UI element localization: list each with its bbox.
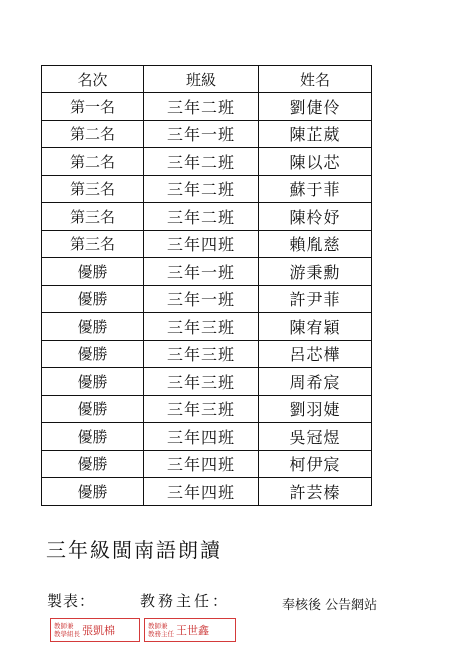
class-cell: 三年二班 xyxy=(144,148,259,176)
header-class: 班級 xyxy=(144,66,259,93)
stamp-role-line: 教學組長 xyxy=(54,630,80,638)
class-cell: 三年二班 xyxy=(144,175,259,203)
rank-cell: 第三名 xyxy=(42,175,144,203)
rank-cell: 優勝 xyxy=(42,258,144,286)
table-row xyxy=(42,258,372,286)
stamp-role-line: 教務主任 xyxy=(148,630,174,638)
rank-cell: 第一名 xyxy=(42,93,144,121)
table-row xyxy=(42,395,372,423)
stamp-name: 王世鑫 xyxy=(176,624,209,637)
student-name-cell: 劉羽婕 xyxy=(259,395,372,423)
class-cell: 三年一班 xyxy=(144,285,259,313)
rank-cell: 第二名 xyxy=(42,148,144,176)
student-name-cell: 賴胤慈 xyxy=(259,230,372,258)
student-name-cell: 陳以芯 xyxy=(259,148,372,176)
table-row xyxy=(42,313,372,341)
table-row xyxy=(42,175,372,203)
student-name-cell: 劉倢伶 xyxy=(259,93,372,121)
student-name-cell: 陳芷葳 xyxy=(259,120,372,148)
class-cell: 三年一班 xyxy=(144,120,259,148)
approval-note: 奉核後 公告網站 xyxy=(282,598,378,613)
class-cell: 三年二班 xyxy=(144,93,259,121)
student-name-cell: 陳宥穎 xyxy=(259,313,372,341)
class-cell: 三年三班 xyxy=(144,340,259,368)
table-row xyxy=(42,285,372,313)
student-name-cell: 周希宸 xyxy=(259,368,372,396)
class-cell: 三年三班 xyxy=(144,395,259,423)
rank-cell: 優勝 xyxy=(42,285,144,313)
table-row xyxy=(42,148,372,176)
document-title: 三年級閩南語朗讀 xyxy=(46,538,222,562)
class-cell: 三年三班 xyxy=(144,313,259,341)
table-row xyxy=(42,340,372,368)
rank-cell: 優勝 xyxy=(42,340,144,368)
rank-cell: 優勝 xyxy=(42,478,144,506)
rank-cell: 第二名 xyxy=(42,120,144,148)
class-cell: 三年二班 xyxy=(144,203,259,231)
table-row xyxy=(42,368,372,396)
table-row xyxy=(42,478,372,506)
student-name-cell: 許尹菲 xyxy=(259,285,372,313)
class-cell: 三年四班 xyxy=(144,230,259,258)
student-name-cell: 吳冠煜 xyxy=(259,423,372,451)
student-name-cell: 蘇于菲 xyxy=(259,175,372,203)
table-row xyxy=(42,203,372,231)
class-cell: 三年四班 xyxy=(144,478,259,506)
table-row xyxy=(42,120,372,148)
rank-cell: 優勝 xyxy=(42,450,144,478)
director-label: 教務主任： xyxy=(140,592,231,610)
made-by-label: 製表： xyxy=(47,592,96,610)
class-cell: 三年四班 xyxy=(144,423,259,451)
class-cell: 三年四班 xyxy=(144,450,259,478)
student-name-cell: 陳柃妤 xyxy=(259,203,372,231)
stamp-title-line: 教師兼 xyxy=(148,622,168,630)
student-name-cell: 許芸榛 xyxy=(259,478,372,506)
director-seal-stamp xyxy=(144,618,236,642)
rank-cell: 第三名 xyxy=(42,230,144,258)
table-row xyxy=(42,230,372,258)
student-name-cell: 柯伊宸 xyxy=(259,450,372,478)
student-name-cell: 游秉勳 xyxy=(259,258,372,286)
class-cell: 三年一班 xyxy=(144,258,259,286)
student-name-cell: 呂芯樺 xyxy=(259,340,372,368)
stamp-name: 張凱棉 xyxy=(82,624,115,637)
table-row xyxy=(42,93,372,121)
rank-cell: 優勝 xyxy=(42,395,144,423)
rank-cell: 優勝 xyxy=(42,423,144,451)
rank-cell: 優勝 xyxy=(42,313,144,341)
rank-cell: 優勝 xyxy=(42,368,144,396)
table-row xyxy=(42,423,372,451)
stamp-title-line: 教師兼 xyxy=(54,622,74,630)
header-rank: 名次 xyxy=(42,66,144,93)
table-header-row xyxy=(42,66,372,93)
table-row xyxy=(42,450,372,478)
results-table xyxy=(41,65,372,506)
maker-seal-stamp xyxy=(50,618,140,642)
class-cell: 三年三班 xyxy=(144,368,259,396)
header-name: 姓名 xyxy=(259,66,372,93)
rank-cell: 第三名 xyxy=(42,203,144,231)
